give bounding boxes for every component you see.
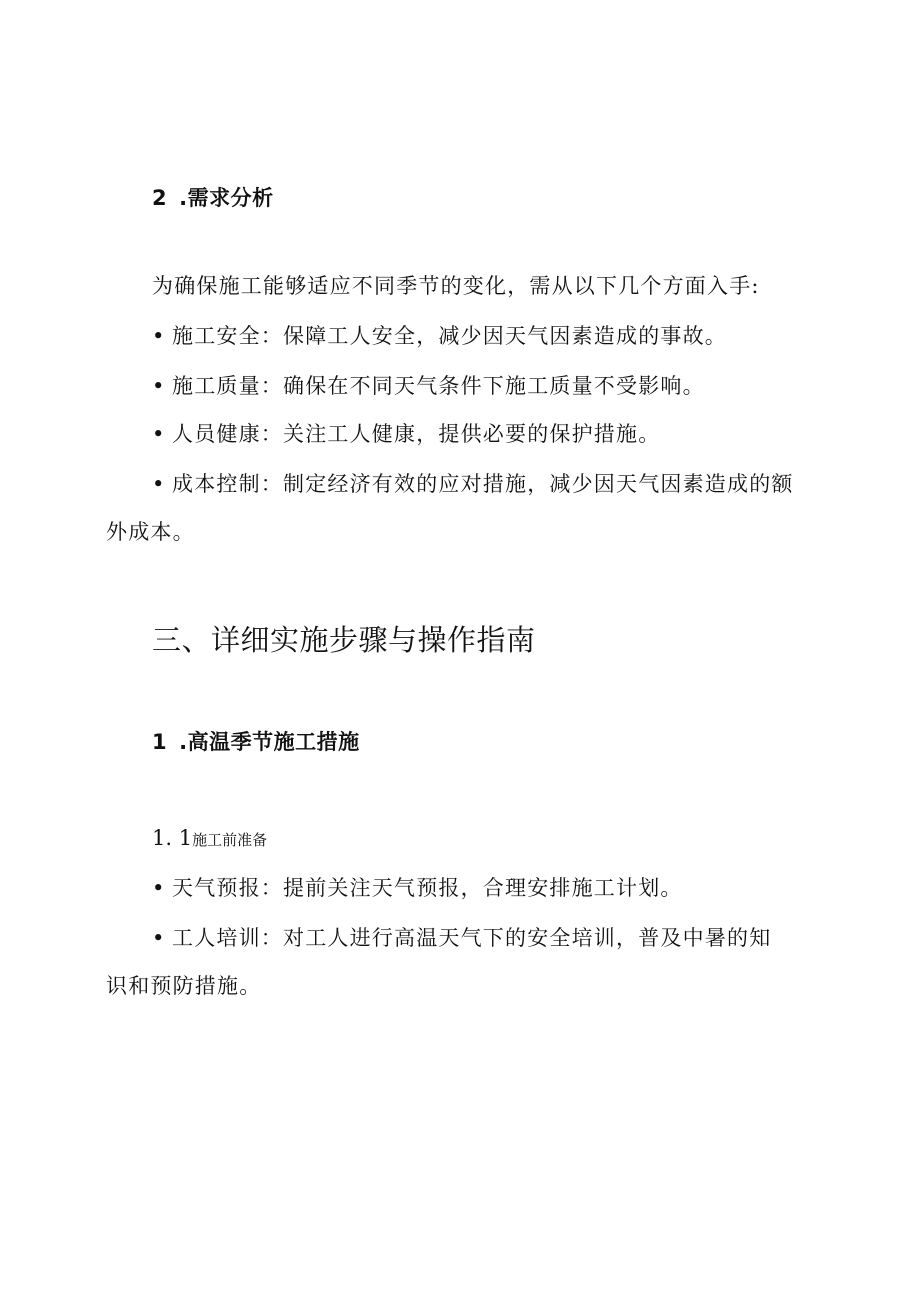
list-item-text: 天气预报：提前关注天气预报，合理安排施工计划。: [172, 876, 683, 900]
list-item: [152, 922, 771, 952]
list-item-continuation: 识和预防措施。: [106, 974, 262, 998]
intro-paragraph: 为确保施工能够适应不同季节的变化，需从以下几个方面入手:: [152, 274, 760, 298]
list-item: [152, 370, 705, 400]
list-item: [152, 418, 660, 448]
list-item: [152, 468, 794, 498]
section-number: 2: [152, 186, 168, 210]
bullet-icon: •: [152, 324, 166, 348]
bullet-icon: •: [152, 374, 166, 398]
list-item-text: 人员健康：关注工人健康，提供必要的保护措施。: [172, 422, 661, 446]
chapter-title: 三、详细实施步骤与操作指南: [152, 623, 536, 657]
section-number: 1: [152, 730, 168, 754]
list-item-text: 工人培训：对工人进行高温天气下的安全培训，普及中暑的知: [172, 926, 772, 950]
bullet-icon: •: [152, 926, 166, 950]
bullet-icon: •: [152, 472, 166, 496]
bullet-icon: •: [152, 876, 166, 900]
list-item-continuation: 外成本。: [106, 520, 195, 544]
section-heading-high-temp: [152, 726, 360, 756]
list-item-text: 施工质量：确保在不同天气条件下施工质量不受影响。: [172, 374, 705, 398]
list-item-text: 施工安全：保障工人安全，减少因天气因素造成的事故。: [172, 324, 727, 348]
subsection-number: 1. 1: [152, 826, 193, 850]
subsection-heading: [152, 826, 267, 850]
section-heading-demand-analysis: [152, 182, 274, 212]
list-item-text: 成本控制：制定经济有效的应对措施，减少因天气因素造成的额: [172, 472, 794, 496]
list-item: [152, 872, 683, 902]
list-item: [152, 320, 727, 350]
section-title: .高温季节施工措施: [179, 730, 360, 754]
section-title: .需求分析: [179, 186, 274, 210]
subsection-title: 施工前准备: [192, 831, 268, 849]
bullet-icon: •: [152, 422, 166, 446]
